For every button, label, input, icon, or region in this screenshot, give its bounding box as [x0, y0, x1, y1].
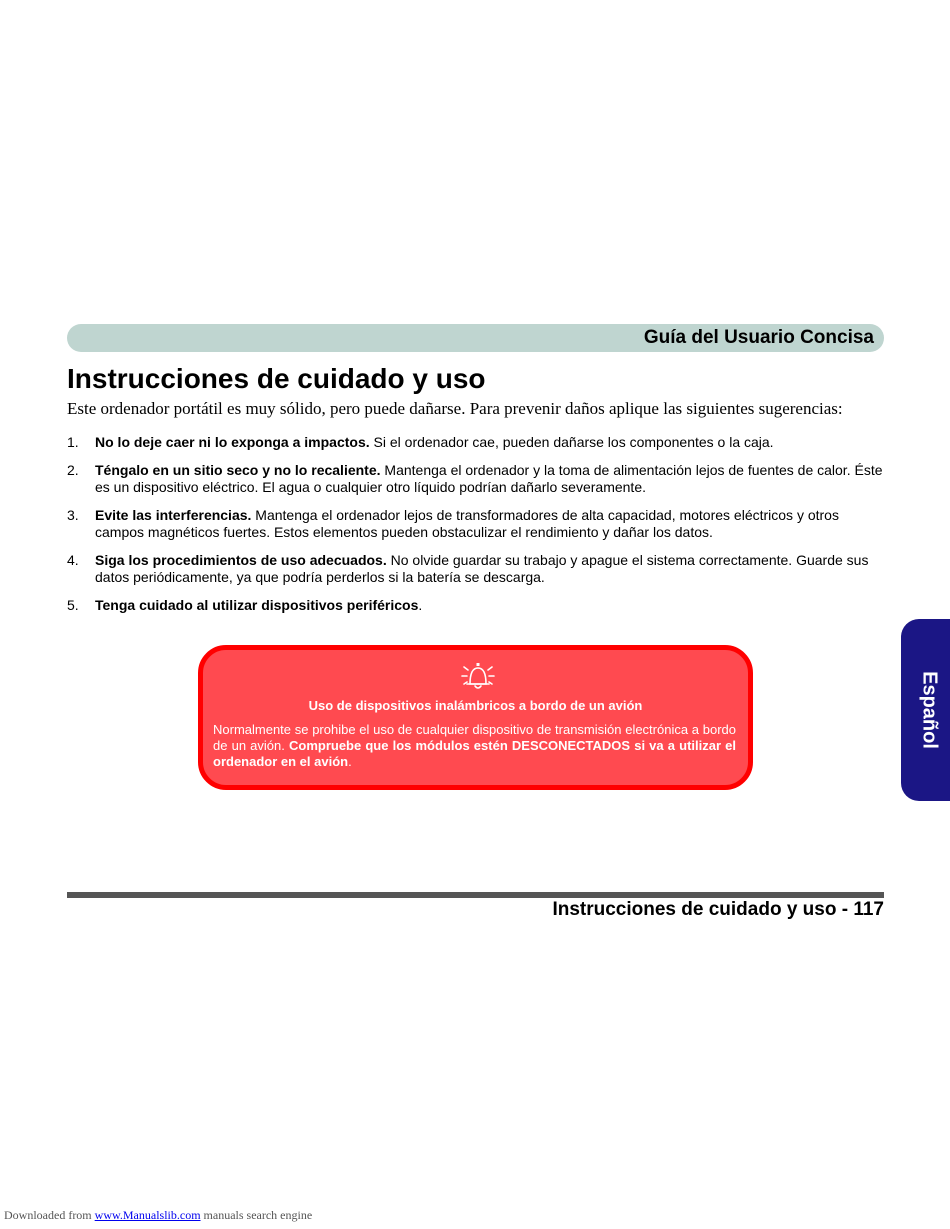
list-item	[67, 552, 884, 586]
warning-title: Uso de dispositivos inalámbricos a bordo de un avión	[308, 698, 643, 713]
warning-end: .	[348, 754, 352, 769]
list-number: 5.	[67, 597, 79, 613]
header-title: Guía del Usuario Concisa	[643, 327, 874, 348]
intro-text: Este ordenador portátil es muy sólido, pero puede dañarse. Para prevenir daños aplique las siguientes sugerencias:	[67, 399, 843, 418]
header-bar	[67, 324, 884, 352]
download-suffix: manuals search engine	[200, 1208, 313, 1222]
warning-text	[213, 722, 736, 770]
list-item	[67, 434, 884, 451]
list-item-heading: Evite las interferencias.	[95, 507, 252, 523]
list-item	[67, 507, 884, 541]
language-tab-label: Español	[918, 671, 941, 749]
list-item-text: .	[418, 597, 423, 613]
list-number: 4.	[67, 552, 79, 568]
list-item-heading: Tenga cuidado al utilizar dispositivos periféricos	[95, 597, 419, 613]
list-item-heading: No lo deje caer ni lo exponga a impactos.	[95, 434, 370, 450]
list-item	[67, 597, 884, 614]
download-prefix: Downloaded from	[4, 1208, 95, 1222]
warning-box	[198, 645, 753, 790]
alarm-bell-icon	[458, 660, 498, 692]
list-item-heading: Siga los procedimientos de uso adecuados.	[95, 552, 387, 568]
page-title: Instrucciones de cuidado y uso	[67, 363, 486, 394]
care-list	[67, 434, 884, 625]
list-item	[67, 462, 884, 496]
footer-page-label: Instrucciones de cuidado y uso - 117	[552, 899, 884, 920]
list-item-text: Mantenga el ordenador y la toma de alimentación lejos de fuentes de calor. Éste es un dispositivo eléctrico. El agua o cualquier otro líquido podrían dañarlo severamente.	[95, 462, 883, 495]
list-item-text: No olvide guardar su trabajo y apague el sistema correctamente. Guarde sus datos periódicamente, ya que podría perderlos si la batería se descarga.	[95, 552, 869, 585]
list-item-text: Si el ordenador cae, pueden dañarse los componentes o la caja.	[369, 434, 774, 450]
list-item-heading: Téngalo en un sitio seco y no lo recaliente.	[95, 462, 381, 478]
manualslib-link[interactable]: www.Manualslib.com	[94, 1208, 201, 1222]
download-note	[4, 1208, 312, 1223]
language-tab	[901, 619, 950, 801]
list-number: 2.	[67, 462, 79, 478]
list-item-text: Mantenga el ordenador lejos de transformadores de alta capacidad, motores eléctricos y otros campos magnéticos fuertes. Estos elementos pueden obstaculizar el rendimiento y dañar los datos.	[95, 507, 839, 540]
warning-emphasis: Compruebe que los módulos estén DESCONECTADOS si va a utilizar el ordenador en el avión	[213, 738, 736, 769]
list-number: 1.	[67, 434, 79, 450]
warning-body: Normalmente se prohibe el uso de cualquier dispositivo de transmisión electrónica a bordo de un avión.	[213, 722, 736, 753]
list-number: 3.	[67, 507, 79, 523]
